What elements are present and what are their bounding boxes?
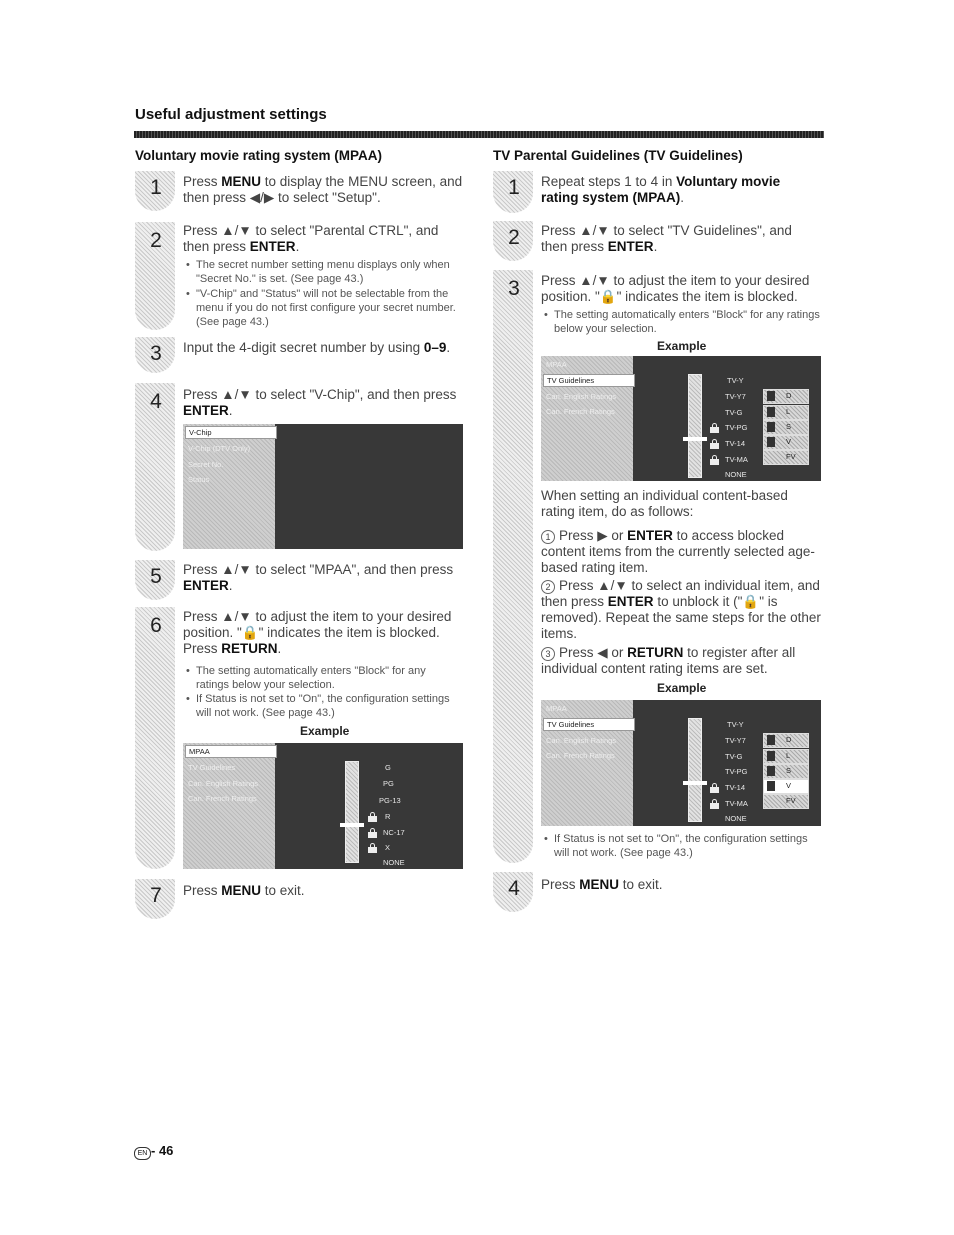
substep-1: 1 Press ▶ or ENTER to access blocked content items from the currently selected age-based rating item.: [541, 528, 815, 575]
content-s-box[interactable]: S: [763, 420, 809, 435]
tv-guidelines-screen-2: [541, 700, 821, 826]
lock-icon: [368, 843, 377, 853]
example-label: Example: [657, 339, 707, 353]
rating-tv-pg: TV-PG: [725, 767, 748, 776]
right-step-3-note-2: • If Status is not set to "On", the configuration settings will not work. (See page 43.): [554, 832, 822, 860]
step-badge-3: 3: [493, 270, 533, 863]
slider-knob[interactable]: [683, 781, 707, 785]
left-step-2-note-1: • The secret number setting menu displays only when "Secret No." is set. (See page 43.): [196, 258, 461, 286]
lock-icon: [710, 799, 719, 809]
step-badge-1: 1: [135, 171, 175, 211]
left-step-4-text: Press ▲/▼ to select "V-Chip", and then press ENTER.: [183, 387, 457, 418]
rating-x: X: [385, 843, 391, 852]
rating-pg: PG: [383, 779, 394, 788]
language-badge: EN: [134, 1147, 151, 1160]
rating-tv-y7: TV-Y7: [725, 736, 746, 745]
rating-tv-14: TV-14: [725, 783, 746, 792]
page-number: - 46: [151, 1143, 174, 1158]
rating-slider[interactable]: [688, 718, 702, 822]
rating-tv-y: TV-Y: [727, 720, 744, 729]
left-step-2-note-2: • "V-Chip" and "Status" will not be selectable from the menu if you do not first configure your secret number. (See page 43.): [196, 287, 461, 329]
menu-item-can-english[interactable]: Can. English Ratings: [188, 779, 259, 788]
menu-item-vchip[interactable]: V-Chip: [185, 426, 277, 439]
rating-r: R: [385, 812, 391, 821]
rating-none: NONE: [725, 814, 747, 823]
rating-tv-g: TV-G: [725, 408, 743, 417]
right-column-title: TV Parental Guidelines (TV Guidelines): [493, 148, 743, 163]
step-badge-7: 7: [135, 879, 175, 919]
left-step-6-note-2: • If Status is not set to "On", the configuration settings will not work. (See page 43.): [196, 692, 461, 720]
step-badge-5: 5: [135, 560, 175, 600]
rating-slider[interactable]: [688, 374, 702, 478]
content-l-box[interactable]: L: [763, 405, 809, 420]
left-step-6-text: Press ▲/▼ to adjust the item to your desired position. "🔒" indicates the item is blocked. Press RETURN.: [183, 609, 452, 656]
page-footer: [134, 1143, 173, 1160]
menu-item-vchip-dtv[interactable]: V-Chip (DTV Only): [188, 444, 251, 453]
rating-tv-y: TV-Y: [727, 376, 744, 385]
content-s-box[interactable]: S: [763, 764, 809, 779]
rating-slider[interactable]: [345, 761, 359, 863]
menu-item-tv-guidelines[interactable]: TV Guidelines: [188, 763, 236, 772]
right-step-2-text: Press ▲/▼ to select "TV Guidelines", and then press ENTER.: [541, 223, 792, 254]
vchip-menu-screen: [183, 424, 463, 549]
lock-icon: [710, 455, 719, 465]
menu-item-mpaa[interactable]: MPAA: [546, 704, 567, 713]
lock-icon: [710, 423, 719, 433]
rating-nc17: NC-17: [383, 828, 405, 837]
left-step-6-note-1: • The setting automatically enters "Block" for any ratings below your selection.: [196, 664, 461, 692]
content-d-box[interactable]: D: [763, 389, 809, 404]
menu-item-tv-guidelines[interactable]: TV Guidelines: [543, 718, 635, 731]
rating-pg13: PG-13: [379, 796, 401, 805]
menu-item-can-french[interactable]: Can. French Ratings: [546, 751, 615, 760]
right-step-4-text: Press MENU to exit.: [541, 877, 663, 892]
example-label: Example: [300, 724, 350, 738]
header-rule: [134, 131, 824, 138]
content-fv-box[interactable]: FV: [763, 794, 809, 809]
rating-tv-g: TV-G: [725, 752, 743, 761]
step-badge-4: 4: [135, 383, 175, 551]
rating-tv-14: TV-14: [725, 439, 746, 448]
left-step-1-text: Press MENU to display the MENU screen, and then press ◀/▶ to select "Setup".: [183, 174, 463, 205]
menu-item-can-english[interactable]: Can. English Ratings: [546, 392, 617, 401]
lock-icon: [710, 439, 719, 449]
rating-tv-pg: TV-PG: [725, 423, 748, 432]
step-badge-3: 3: [135, 337, 175, 373]
content-l-box[interactable]: L: [763, 749, 809, 764]
content-v-box[interactable]: V: [763, 435, 809, 450]
content-fv-box[interactable]: FV: [763, 450, 809, 465]
content-d-box[interactable]: D: [763, 733, 809, 748]
rating-tv-y7: TV-Y7: [725, 392, 746, 401]
slider-knob[interactable]: [340, 823, 364, 827]
menu-item-can-french[interactable]: Can. French Ratings: [546, 407, 615, 416]
lock-icon: [710, 783, 719, 793]
menu-item-can-french[interactable]: Can. French Ratings: [188, 794, 257, 803]
right-step-3-text: Press ▲/▼ to adjust the item to your desired position. "🔒" indicates the item is blocked.: [541, 273, 810, 304]
rating-none: NONE: [383, 858, 405, 867]
step-badge-2: 2: [135, 222, 175, 330]
step-badge-4: 4: [493, 872, 533, 912]
menu-item-can-english[interactable]: Can. English Ratings: [546, 736, 617, 745]
menu-item-secret-no[interactable]: Secret No.: [188, 460, 224, 469]
lock-icon: [368, 828, 377, 838]
section-title: Useful adjustment settings: [135, 106, 327, 123]
rating-g: G: [385, 763, 391, 772]
slider-knob[interactable]: [683, 437, 707, 441]
content-v-box[interactable]: V: [763, 779, 809, 794]
right-step-3-para: When setting an individual content-based rating item, do as follows:: [541, 488, 788, 519]
example-label: Example: [657, 681, 707, 695]
menu-item-tv-guidelines[interactable]: TV Guidelines: [543, 374, 635, 387]
mpaa-menu-screen: [183, 743, 463, 869]
substep-3: 3 Press ◀ or RETURN to register after all individual content rating items are set.: [541, 645, 796, 676]
menu-item-mpaa[interactable]: MPAA: [546, 360, 567, 369]
left-column-title: Voluntary movie rating system (MPAA): [135, 148, 383, 163]
right-step-3-note: • The setting automatically enters "Block" for any ratings below your selection.: [554, 308, 822, 336]
rating-tv-ma: TV-MA: [725, 455, 748, 464]
rating-tv-ma: TV-MA: [725, 799, 748, 808]
left-step-5-text: Press ▲/▼ to select "MPAA", and then press ENTER.: [183, 562, 454, 593]
left-step-3-text: Input the 4-digit secret number by using 0–9.: [183, 340, 451, 355]
right-step-1-text: Repeat steps 1 to 4 in Voluntary movie rating system (MPAA).: [541, 174, 781, 205]
step-badge-6: 6: [135, 607, 175, 869]
tv-guidelines-screen-1: [541, 356, 821, 481]
menu-item-mpaa[interactable]: MPAA: [185, 745, 277, 758]
substep-2: 2 Press ▲/▼ to select an individual item, and then press ENTER to unblock it ("🔒" is removed). Repeat the same steps for the other items.: [541, 578, 821, 641]
left-step-7-text: Press MENU to exit.: [183, 883, 305, 898]
step-badge-1: 1: [493, 171, 533, 213]
step-badge-2: 2: [493, 221, 533, 261]
lock-icon: [368, 812, 377, 822]
left-step-2-text: Press ▲/▼ to select "Parental CTRL", and then press ENTER.: [183, 223, 439, 254]
menu-item-status[interactable]: Status: [188, 475, 210, 484]
rating-none: NONE: [725, 470, 747, 479]
